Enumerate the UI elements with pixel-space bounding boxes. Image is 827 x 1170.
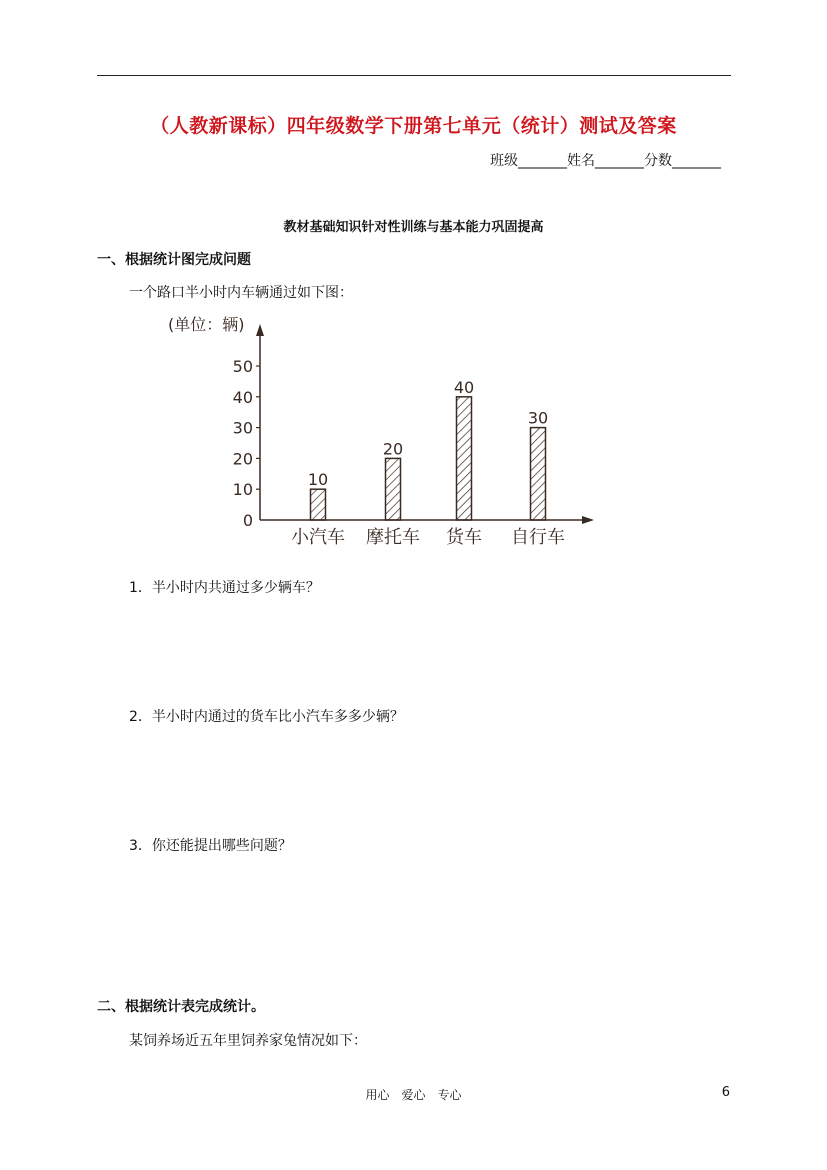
page-footer: 用心 爱心 专心	[365, 1088, 462, 1102]
y-tick-label: 50	[232, 357, 253, 376]
part1-intro: 一个路口半小时内车辆通过如下图：	[129, 285, 353, 301]
y-tick-label: 0	[242, 511, 253, 530]
bar-value-label: 40	[453, 377, 475, 397]
x-axis-arrow	[582, 516, 594, 524]
y-tick-label: 20	[232, 449, 253, 469]
question-3: 3．你还能提出哪些问题？	[129, 838, 292, 854]
y-axis-unit-label: (单位：辆)	[168, 315, 245, 334]
bar	[457, 397, 472, 520]
vehicle-bar-chart	[150, 308, 600, 558]
bar	[311, 489, 326, 520]
y-tick-label: 10	[232, 480, 253, 500]
student-info-line: 班级_______姓名_______分数_______	[490, 153, 721, 169]
y-tick-label: 40	[232, 387, 253, 407]
part2-intro: 某饲养场近五年里饲养家兔情况如下：	[129, 1033, 367, 1049]
header-rule	[97, 75, 731, 76]
page-number: 6	[721, 1085, 730, 1100]
bar-value-label: 30	[527, 408, 549, 428]
x-category-label: 自行车	[511, 527, 565, 548]
part1-heading: 一、根据统计图完成问题	[97, 252, 251, 268]
section-heading: 教材基础知识针对性训练与基本能力巩固提高	[283, 220, 544, 235]
x-category-label: 摩托车	[366, 527, 420, 548]
page-title: （人教新课标）四年级数学下册第七单元（统计）测试及答案	[150, 115, 677, 137]
part2-heading: 二、根据统计表完成统计。	[97, 999, 265, 1015]
question-1: 1．半小时内共通过多少辆车？	[129, 580, 320, 596]
y-axis-arrow	[256, 324, 264, 336]
bar	[386, 458, 401, 520]
bar-value-label: 10	[307, 470, 329, 490]
x-category-label: 货车	[446, 527, 482, 548]
question-2: 2．半小时内通过的货车比小汽车多多少辆？	[129, 709, 404, 725]
bar	[531, 428, 546, 520]
x-category-label: 小汽车	[291, 527, 345, 548]
bar-value-label: 20	[382, 439, 404, 459]
y-tick-label: 30	[232, 418, 253, 438]
